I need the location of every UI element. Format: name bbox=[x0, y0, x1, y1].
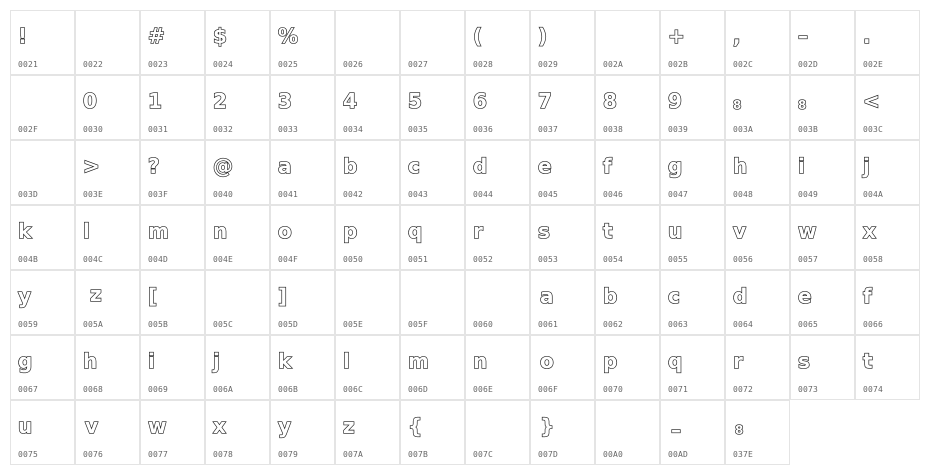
glyph-cell[interactable] bbox=[75, 75, 140, 140]
glyph-codepoint: 0078 bbox=[213, 450, 234, 459]
glyph-codepoint: 004C bbox=[83, 255, 104, 264]
glyph-codepoint: 0036 bbox=[473, 125, 494, 134]
glyph-codepoint: 004B bbox=[18, 255, 39, 264]
glyph-codepoint: 006B bbox=[278, 385, 299, 394]
glyph-codepoint: 0023 bbox=[148, 60, 169, 69]
glyph-cell[interactable] bbox=[790, 75, 855, 140]
glyph-cell[interactable] bbox=[790, 270, 855, 335]
glyph-codepoint: 0057 bbox=[798, 255, 819, 264]
glyph-sample: z bbox=[90, 282, 102, 306]
glyph-cell[interactable] bbox=[465, 140, 530, 205]
glyph-cell[interactable] bbox=[400, 205, 465, 270]
glyph-sample: g bbox=[18, 349, 33, 373]
glyph-cell[interactable] bbox=[205, 140, 270, 205]
glyph-sample: 3 bbox=[278, 89, 292, 113]
glyph-sample: i bbox=[798, 154, 805, 178]
glyph-cell[interactable] bbox=[335, 10, 400, 75]
glyph-codepoint: 0063 bbox=[668, 320, 689, 329]
glyph-cell[interactable] bbox=[140, 75, 205, 140]
glyph-cell[interactable] bbox=[10, 205, 75, 270]
glyph-codepoint: 0075 bbox=[18, 450, 39, 459]
glyph-sample: j bbox=[213, 349, 220, 373]
glyph-codepoint: 005D bbox=[278, 320, 299, 329]
glyph-cell[interactable] bbox=[75, 270, 140, 335]
glyph-codepoint: 007D bbox=[538, 450, 559, 459]
glyph-cell[interactable] bbox=[790, 140, 855, 205]
glyph-cell[interactable] bbox=[595, 75, 660, 140]
glyph-cell[interactable] bbox=[465, 75, 530, 140]
glyph-sample: s bbox=[538, 219, 550, 243]
glyph-sample: r bbox=[473, 219, 483, 243]
glyph-cell[interactable] bbox=[140, 400, 205, 465]
glyph-codepoint: 0051 bbox=[408, 255, 429, 264]
glyph-cell[interactable] bbox=[660, 10, 725, 75]
glyph-codepoint: 0042 bbox=[343, 190, 364, 199]
glyph-codepoint: 0076 bbox=[83, 450, 104, 459]
glyph-sample: a bbox=[278, 154, 292, 178]
glyph-cell[interactable] bbox=[140, 270, 205, 335]
glyph-cell[interactable] bbox=[790, 335, 855, 400]
glyph-sample: a bbox=[540, 284, 554, 308]
glyph-sample: p bbox=[603, 349, 618, 373]
glyph-sample: u bbox=[18, 414, 33, 438]
glyph-cell[interactable] bbox=[790, 205, 855, 270]
glyph-sample: c bbox=[668, 284, 680, 308]
glyph-sample: [ bbox=[148, 284, 158, 308]
glyph-cell[interactable] bbox=[530, 270, 595, 335]
glyph-codepoint: 0064 bbox=[733, 320, 754, 329]
glyph-sample: – bbox=[798, 24, 808, 48]
glyph-cell[interactable] bbox=[75, 140, 140, 205]
glyph-codepoint: 0048 bbox=[733, 190, 754, 199]
glyph-sample: w bbox=[798, 219, 817, 243]
glyph-codepoint: 005F bbox=[408, 320, 429, 329]
glyph-codepoint: 0034 bbox=[343, 125, 364, 134]
glyph-cell[interactable] bbox=[10, 400, 75, 465]
glyph-cell[interactable] bbox=[335, 335, 400, 400]
glyph-cell[interactable] bbox=[270, 270, 335, 335]
glyph-sample: d bbox=[473, 154, 488, 178]
glyph-sample: ( bbox=[473, 24, 483, 48]
glyph-cell[interactable] bbox=[10, 270, 75, 335]
glyph-sample: 1 bbox=[148, 89, 162, 113]
glyph-codepoint: 0074 bbox=[863, 385, 884, 394]
glyph-cell[interactable] bbox=[725, 270, 790, 335]
glyph-sample: > bbox=[83, 154, 100, 178]
glyph-sample: < bbox=[863, 89, 880, 113]
glyph-codepoint: 0040 bbox=[213, 190, 234, 199]
glyph-cell[interactable] bbox=[595, 400, 660, 465]
glyph-sample: f bbox=[603, 154, 612, 178]
glyph-cell[interactable] bbox=[595, 270, 660, 335]
glyph-cell[interactable] bbox=[530, 75, 595, 140]
glyph-sample: n bbox=[213, 219, 228, 243]
glyph-codepoint: 0061 bbox=[538, 320, 559, 329]
glyph-codepoint: 004A bbox=[863, 190, 884, 199]
glyph-codepoint: 0059 bbox=[18, 320, 39, 329]
glyph-cell[interactable] bbox=[205, 75, 270, 140]
glyph-cell[interactable] bbox=[465, 335, 530, 400]
glyph-cell[interactable] bbox=[205, 205, 270, 270]
glyph-cell[interactable] bbox=[335, 75, 400, 140]
glyph-codepoint: 002F bbox=[18, 125, 39, 134]
glyph-cell[interactable] bbox=[75, 335, 140, 400]
glyph-codepoint: 0071 bbox=[668, 385, 689, 394]
glyph-cell[interactable] bbox=[75, 205, 140, 270]
glyph-codepoint: 0070 bbox=[603, 385, 624, 394]
glyph-codepoint: 0035 bbox=[408, 125, 429, 134]
glyph-codepoint: 0045 bbox=[538, 190, 559, 199]
glyph-codepoint: 0052 bbox=[473, 255, 494, 264]
glyph-sample: ] bbox=[278, 284, 288, 308]
glyph-sample: e bbox=[798, 284, 812, 308]
glyph-codepoint: 037E bbox=[733, 450, 754, 459]
glyph-sample: p bbox=[343, 219, 358, 243]
glyph-sample: 7 bbox=[538, 89, 552, 113]
glyph-cell[interactable] bbox=[465, 400, 530, 465]
glyph-sample: s bbox=[798, 349, 810, 373]
glyph-sample: ) bbox=[538, 24, 548, 48]
glyph-codepoint: 003D bbox=[18, 190, 39, 199]
glyph-sample: z bbox=[343, 414, 355, 438]
glyph-sample: – bbox=[671, 418, 681, 442]
glyph-codepoint: 004D bbox=[148, 255, 169, 264]
glyph-cell[interactable] bbox=[660, 75, 725, 140]
glyph-cell[interactable] bbox=[855, 10, 920, 75]
glyph-cell[interactable] bbox=[855, 75, 920, 140]
glyph-codepoint: 0077 bbox=[148, 450, 169, 459]
glyph-cell[interactable] bbox=[595, 10, 660, 75]
glyph-sample: q bbox=[668, 349, 683, 373]
glyph-cell[interactable] bbox=[270, 400, 335, 465]
glyph-cell[interactable] bbox=[660, 335, 725, 400]
glyph-codepoint: 0024 bbox=[213, 60, 234, 69]
glyph-codepoint: 0055 bbox=[668, 255, 689, 264]
glyph-sample: b bbox=[603, 284, 618, 308]
glyph-sample: 5 bbox=[408, 89, 422, 113]
glyph-codepoint: 002B bbox=[668, 60, 689, 69]
glyph-codepoint: 0046 bbox=[603, 190, 624, 199]
glyph-sample: r bbox=[733, 349, 743, 373]
glyph-sample: j bbox=[863, 154, 870, 178]
glyph-codepoint: 0069 bbox=[148, 385, 169, 394]
glyph-cell[interactable] bbox=[10, 10, 75, 75]
glyph-sample: h bbox=[83, 349, 98, 373]
glyph-cell[interactable] bbox=[270, 10, 335, 75]
glyph-sample: t bbox=[603, 219, 613, 243]
glyph-codepoint: 006A bbox=[213, 385, 234, 394]
glyph-cell[interactable] bbox=[595, 335, 660, 400]
glyph-cell[interactable] bbox=[855, 140, 920, 205]
glyph-sample: @ bbox=[213, 154, 233, 178]
glyph-codepoint: 005B bbox=[148, 320, 169, 329]
glyph-sample: t bbox=[863, 349, 873, 373]
glyph-sample: . bbox=[863, 24, 871, 48]
glyph-cell[interactable] bbox=[10, 335, 75, 400]
glyph-sample: 6 bbox=[473, 89, 487, 113]
glyph-cell[interactable] bbox=[725, 205, 790, 270]
glyph-codepoint: 003E bbox=[83, 190, 104, 199]
glyph-sample: u bbox=[668, 219, 683, 243]
glyph-codepoint: 0037 bbox=[538, 125, 559, 134]
glyph-codepoint: 006F bbox=[538, 385, 559, 394]
glyph-codepoint: 003C bbox=[863, 125, 884, 134]
glyph-sample: y bbox=[18, 284, 32, 308]
glyph-sample: l bbox=[83, 219, 90, 243]
glyph-sample: b bbox=[343, 154, 358, 178]
glyph-cell[interactable] bbox=[140, 205, 205, 270]
glyph-sample: 8 bbox=[733, 98, 742, 112]
glyph-codepoint: 003B bbox=[798, 125, 819, 134]
glyph-cell[interactable] bbox=[270, 75, 335, 140]
glyph-sample: ! bbox=[18, 24, 28, 48]
glyph-codepoint: 0025 bbox=[278, 60, 299, 69]
glyph-codepoint: 0072 bbox=[733, 385, 754, 394]
glyph-sample: # bbox=[148, 24, 165, 48]
glyph-cell[interactable] bbox=[595, 140, 660, 205]
glyph-cell[interactable] bbox=[725, 10, 790, 75]
glyph-codepoint: 0079 bbox=[278, 450, 299, 459]
glyph-sample: x bbox=[863, 219, 876, 243]
glyph-cell[interactable] bbox=[335, 140, 400, 205]
glyph-codepoint: 005C bbox=[213, 320, 234, 329]
glyph-cell[interactable] bbox=[530, 335, 595, 400]
glyph-cell[interactable] bbox=[140, 335, 205, 400]
glyph-codepoint: 0065 bbox=[798, 320, 819, 329]
glyph-codepoint: 0030 bbox=[83, 125, 104, 134]
glyph-sample: 4 bbox=[343, 89, 357, 113]
glyph-codepoint: 0022 bbox=[83, 60, 104, 69]
glyph-codepoint: 0058 bbox=[863, 255, 884, 264]
glyph-cell[interactable] bbox=[205, 270, 270, 335]
glyph-codepoint: 002C bbox=[733, 60, 754, 69]
glyph-sample: n bbox=[473, 349, 488, 373]
glyph-sample: c bbox=[408, 154, 420, 178]
glyph-sample: g bbox=[668, 154, 683, 178]
glyph-cell[interactable] bbox=[270, 140, 335, 205]
glyph-cell[interactable] bbox=[855, 205, 920, 270]
glyph-cell[interactable] bbox=[400, 400, 465, 465]
glyph-cell[interactable] bbox=[205, 400, 270, 465]
glyph-codepoint: 0068 bbox=[83, 385, 104, 394]
glyph-codepoint: 007B bbox=[408, 450, 429, 459]
glyph-codepoint: 0029 bbox=[538, 60, 559, 69]
glyph-sample: e bbox=[538, 154, 552, 178]
glyph-cell[interactable] bbox=[205, 335, 270, 400]
glyph-sample: 8 bbox=[735, 423, 744, 437]
glyph-codepoint: 0044 bbox=[473, 190, 494, 199]
glyph-cell[interactable] bbox=[530, 10, 595, 75]
glyph-cell[interactable] bbox=[660, 400, 725, 465]
glyph-cell[interactable] bbox=[140, 10, 205, 75]
glyph-sample: o bbox=[540, 349, 554, 373]
glyph-codepoint: 0067 bbox=[18, 385, 39, 394]
glyph-cell[interactable] bbox=[725, 140, 790, 205]
glyph-codepoint: 0041 bbox=[278, 190, 299, 199]
glyph-codepoint: 006D bbox=[408, 385, 429, 394]
glyph-sample: y bbox=[278, 414, 292, 438]
glyph-sample: + bbox=[668, 24, 685, 48]
glyph-sample: 2 bbox=[213, 89, 227, 113]
glyph-codepoint: 0021 bbox=[18, 60, 39, 69]
glyph-sample: w bbox=[148, 414, 167, 438]
glyph-cell[interactable] bbox=[335, 400, 400, 465]
glyph-sample: i bbox=[148, 349, 155, 373]
glyph-grid bbox=[10, 10, 920, 465]
glyph-cell[interactable] bbox=[530, 140, 595, 205]
glyph-cell[interactable] bbox=[725, 400, 790, 465]
glyph-codepoint: 0053 bbox=[538, 255, 559, 264]
glyph-codepoint: 0073 bbox=[798, 385, 819, 394]
glyph-codepoint: 003A bbox=[733, 125, 754, 134]
glyph-codepoint: 004E bbox=[213, 255, 234, 264]
glyph-cell[interactable] bbox=[10, 140, 75, 205]
glyph-cell[interactable] bbox=[205, 10, 270, 75]
glyph-cell[interactable] bbox=[530, 205, 595, 270]
glyph-sample: 8 bbox=[603, 89, 617, 113]
glyph-sample: o bbox=[278, 219, 292, 243]
glyph-cell[interactable] bbox=[725, 75, 790, 140]
glyph-codepoint: 0032 bbox=[213, 125, 234, 134]
glyph-codepoint: 0066 bbox=[863, 320, 884, 329]
glyph-codepoint: 0031 bbox=[148, 125, 169, 134]
glyph-cell[interactable] bbox=[75, 400, 140, 465]
glyph-sample: k bbox=[278, 349, 292, 373]
glyph-cell[interactable] bbox=[855, 335, 920, 400]
glyph-cell[interactable] bbox=[660, 140, 725, 205]
glyph-cell[interactable] bbox=[465, 10, 530, 75]
glyph-sample: ? bbox=[148, 154, 160, 178]
glyph-codepoint: 007C bbox=[473, 450, 494, 459]
glyph-sample: } bbox=[540, 414, 555, 438]
glyph-codepoint: 002A bbox=[603, 60, 624, 69]
glyph-sample: x bbox=[213, 414, 226, 438]
glyph-cell[interactable] bbox=[400, 270, 465, 335]
glyph-cell[interactable] bbox=[10, 75, 75, 140]
glyph-sample: v bbox=[85, 414, 99, 438]
glyph-codepoint: 003F bbox=[148, 190, 169, 199]
glyph-sample: { bbox=[408, 414, 423, 438]
glyph-sample: q bbox=[408, 219, 423, 243]
glyph-cell[interactable] bbox=[400, 335, 465, 400]
glyph-cell[interactable] bbox=[595, 205, 660, 270]
glyph-codepoint: 0027 bbox=[408, 60, 429, 69]
glyph-codepoint: 0047 bbox=[668, 190, 689, 199]
glyph-cell[interactable] bbox=[335, 205, 400, 270]
glyph-cell[interactable] bbox=[75, 10, 140, 75]
glyph-sample: m bbox=[148, 219, 169, 243]
glyph-codepoint: 002E bbox=[863, 60, 884, 69]
glyph-cell[interactable] bbox=[530, 400, 595, 465]
glyph-codepoint: 0038 bbox=[603, 125, 624, 134]
glyph-cell[interactable] bbox=[660, 270, 725, 335]
glyph-sample: , bbox=[733, 24, 741, 48]
glyph-sample: 8 bbox=[798, 98, 807, 112]
glyph-codepoint: 0054 bbox=[603, 255, 624, 264]
glyph-codepoint: 0056 bbox=[733, 255, 754, 264]
glyph-cell[interactable] bbox=[465, 270, 530, 335]
glyph-codepoint: 005A bbox=[83, 320, 104, 329]
glyph-cell[interactable] bbox=[855, 270, 920, 335]
glyph-sample: l bbox=[343, 349, 350, 373]
glyph-sample: h bbox=[733, 154, 748, 178]
glyph-codepoint: 0026 bbox=[343, 60, 364, 69]
glyph-codepoint: 00A0 bbox=[603, 450, 624, 459]
glyph-codepoint: 005E bbox=[343, 320, 364, 329]
glyph-codepoint: 006C bbox=[343, 385, 364, 394]
glyph-codepoint: 0050 bbox=[343, 255, 364, 264]
glyph-codepoint: 0062 bbox=[603, 320, 624, 329]
glyph-sample: 0 bbox=[83, 89, 97, 113]
glyph-sample: v bbox=[733, 219, 747, 243]
glyph-sample: m bbox=[408, 349, 429, 373]
glyph-codepoint: 00AD bbox=[668, 450, 689, 459]
glyph-sample: f bbox=[863, 284, 872, 308]
glyph-codepoint: 006E bbox=[473, 385, 494, 394]
glyph-cell[interactable] bbox=[335, 270, 400, 335]
glyph-cell[interactable] bbox=[400, 10, 465, 75]
glyph-cell[interactable] bbox=[465, 205, 530, 270]
glyph-sample: 9 bbox=[668, 89, 682, 113]
glyph-codepoint: 002D bbox=[798, 60, 819, 69]
glyph-cell[interactable] bbox=[270, 335, 335, 400]
glyph-sample: d bbox=[733, 284, 748, 308]
glyph-cell[interactable] bbox=[400, 140, 465, 205]
glyph-cell[interactable] bbox=[140, 140, 205, 205]
glyph-sample: k bbox=[18, 219, 32, 243]
glyph-cell[interactable] bbox=[790, 10, 855, 75]
glyph-sample: $ bbox=[213, 24, 227, 48]
glyph-codepoint: 0043 bbox=[408, 190, 429, 199]
glyph-codepoint: 007A bbox=[343, 450, 364, 459]
glyph-sample: % bbox=[278, 24, 299, 48]
glyph-cell[interactable] bbox=[400, 75, 465, 140]
glyph-codepoint: 0049 bbox=[798, 190, 819, 199]
glyph-codepoint: 0060 bbox=[473, 320, 494, 329]
glyph-codepoint: 0033 bbox=[278, 125, 299, 134]
glyph-cell[interactable] bbox=[725, 335, 790, 400]
glyph-cell[interactable] bbox=[660, 205, 725, 270]
glyph-codepoint: 0039 bbox=[668, 125, 689, 134]
glyph-codepoint: 0028 bbox=[473, 60, 494, 69]
glyph-codepoint: 004F bbox=[278, 255, 299, 264]
glyph-cell[interactable] bbox=[270, 205, 335, 270]
